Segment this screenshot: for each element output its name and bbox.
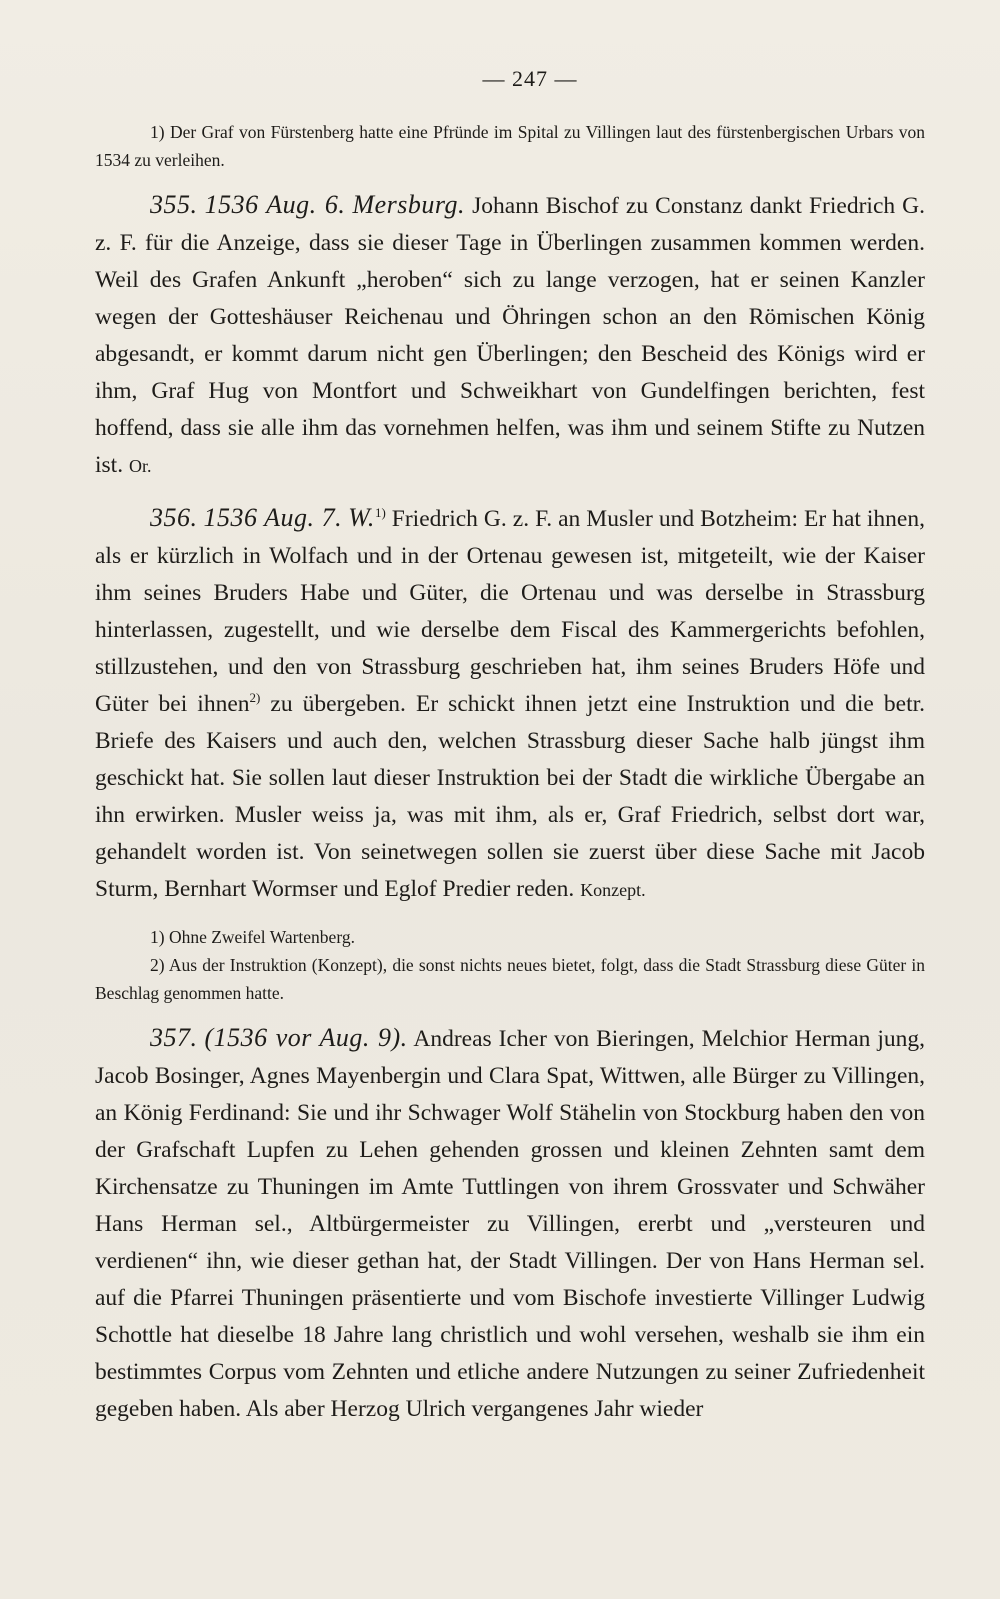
entry-source: Konzept.	[580, 880, 646, 900]
entry-356	[95, 499, 925, 909]
entry-place: W.	[348, 503, 375, 532]
entry-date: 1536 Aug. 6.	[204, 190, 346, 219]
page-number: — 247 —	[482, 66, 578, 91]
footnote-1: 1) Ohne Zweifel Wartenberg.	[150, 927, 355, 947]
entry-date: (1536 vor Aug. 9).	[204, 1023, 408, 1052]
footnotes-mid	[95, 923, 925, 1007]
footnote-ref: 1)	[374, 505, 386, 521]
entry-source: Or.	[128, 456, 152, 476]
entry-body: Friedrich G. z. F. an Musler und Botzheim: Er hat ihnen, als er kürzlich in Wolfach und in der Ortenau gewesen ist, mitgeteilt, wie der Kaiser ihm seines Bruders Habe und Güter, die Ortenau und was derselbe in Strassburg hinterlassen, zugestellt, und wie derselbe dem Fiscal des Kammergerichts befohlen, stillzustehen, und den von Strassburg geschrieben hat, ihm seines Bruders Höfe und Güter bei ihnen	[95, 506, 925, 717]
entry-number: 356.	[150, 503, 198, 532]
entry-place: Mersburg.	[352, 190, 466, 219]
entry-paragraph	[95, 1019, 925, 1428]
entry-paragraph	[95, 499, 925, 909]
entry-body: Andreas Icher von Bieringen, Melchior Herman jung, Jacob Bosinger, Agnes Mayenbergin und Clara Spat, Wittwen, alle Bürger zu Villingen, an König Ferdinand: Sie und ihr Schwager Wolf Stähelin von Stockburg haben den von der Grafschaft Lupfen zu Lehen gehenden grossen und kleinen Zehnten samt dem Kirchensatze zu Thuningen im Amte Tuttlingen von ihrem Grossvater und Schwäher Hans Herman sel., Altbürgermeister zu Villingen, ererbt und „versteuren und verdienen“ ihn, wie dieser gethan hat, der Stadt Villingen. Der von Hans Herman sel. auf die Pfarrei Thuningen präsentierte und vom Bischofe investierte Villinger Ludwig Schottle hat dieselbe 18 Jahre lang christlich und wohl versehen, weshalb sie ihm ein bestimmtes Corpus vom Zehnten und etliche andere Nutzungen zu seiner Zufriedenheit gegeben haben. Als aber Herzog Ulrich vergangenes Jahr wieder	[95, 1026, 926, 1422]
footnote-top	[95, 118, 925, 174]
footnote-2: 2) Aus der Instruktion (Konzept), die sonst nichts neues bietet, folgt, dass die Stadt Strassburg diese Güter in Beschlag genommen hatte.	[95, 955, 925, 1003]
entry-number: 357.	[150, 1023, 198, 1052]
entry-date: 1536 Aug. 7.	[203, 503, 343, 532]
entry-paragraph	[95, 186, 925, 485]
page-content	[95, 66, 925, 1442]
footnote-ref: 2)	[249, 690, 261, 706]
footnote-text: 1) Der Graf von Fürstenberg hatte eine Pfründe im Spital zu Villingen laut des fürstenbergischen Urbars von 1534 zu verleihen.	[95, 122, 925, 170]
entry-number: 355.	[150, 190, 198, 219]
entry-body-continued: zu übergeben. Er schickt ihnen jetzt eine Instruktion und die betr. Briefe des Kaisers und auch den, welchen Strassburg dieser Sache halb jüngst ihm geschickt hat. Sie sollen laut dieser Instruktion bei der Stadt die wirkliche Übergabe an ihn erwirken. Musler weiss ja, was mit ihm, als er, Graf Friedrich, selbst dort war, gehandelt worden ist. Von seinetwegen sollen sie zuerst über diese Sache mit Jacob Sturm, Bernhart Wormser und Eglof Predier reden.	[95, 691, 925, 902]
entry-body: Johann Bischof zu Constanz dankt Friedrich G. z. F. für die Anzeige, dass sie dieser Tage in Überlingen zusammen kommen werden. Weil des Grafen Ankunft „heroben“ sich zu lange verzogen, hat er seinen Kanzler wegen der Gotteshäuser Reichenau und Öhringen schon an den Römischen König abgesandt, er kommt darum nicht gen Überlingen; den Bescheid des Königs wird er ihm, Graf Hug von Montfort und Schweikhart von Gundelfingen berichten, fest hoffend, dass sie alle ihm das vornehmen helfen, was ihm und seinem Stifte zu Nutzen ist.	[95, 193, 926, 478]
entry-355	[95, 186, 925, 485]
entry-357	[95, 1019, 925, 1428]
